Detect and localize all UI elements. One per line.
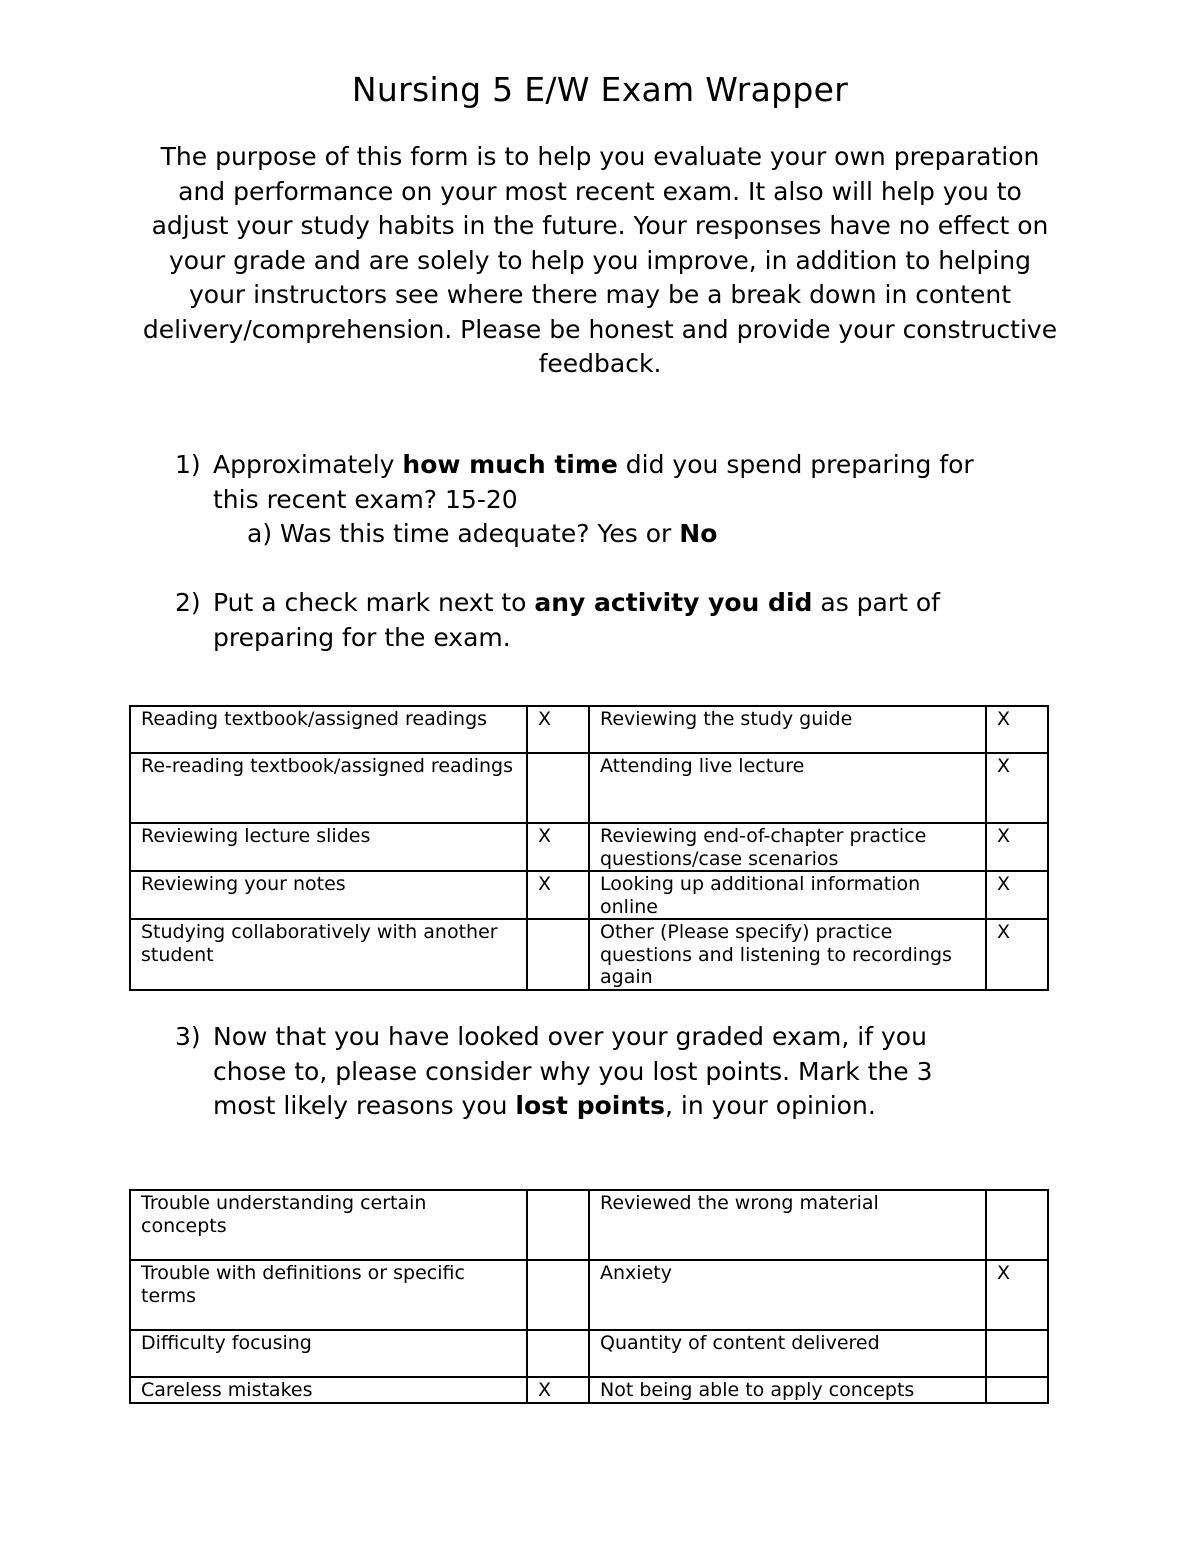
- activity-cell: Attending live lecture: [589, 753, 986, 823]
- document-title: Nursing 5 E/W Exam Wrapper: [351, 70, 849, 109]
- table-row: [130, 1260, 1048, 1330]
- table-row: [130, 823, 1048, 871]
- question-1-answer-line: this recent exam? 15-20: [213, 484, 518, 514]
- activity-checkbox-cell[interactable]: X: [986, 753, 1048, 823]
- activity-cell: Looking up additional information online: [589, 871, 986, 919]
- table-row: [130, 919, 1048, 990]
- activity-cell: Reviewing the study guide: [589, 706, 986, 753]
- reason-checkbox-cell[interactable]: [527, 1190, 589, 1260]
- reason-cell: Careless mistakes: [130, 1377, 527, 1403]
- reasons-table: [129, 1189, 1049, 1404]
- question-2-text-end: as part of: [812, 588, 940, 617]
- reason-cell: Trouble with definitions or specific terms: [130, 1260, 527, 1330]
- question-1: [175, 448, 1075, 558]
- reason-checkbox-cell[interactable]: [527, 1260, 589, 1330]
- table-row: [130, 753, 1048, 823]
- reason-cell: Reviewed the wrong material: [589, 1190, 986, 1260]
- question-2-number: 2): [175, 588, 201, 617]
- question-2-text-start: Put a check mark next to: [213, 588, 535, 617]
- question-3-emphasis: lost points: [515, 1091, 665, 1120]
- reason-cell: Anxiety: [589, 1260, 986, 1330]
- question-3-text-start: most likely reasons you: [213, 1091, 516, 1120]
- activity-checkbox-cell[interactable]: X: [527, 823, 589, 871]
- activity-cell: Studying collaboratively with another student: [130, 919, 527, 990]
- activity-checkbox-cell[interactable]: [527, 919, 589, 990]
- activity-checkbox-cell[interactable]: X: [986, 919, 1048, 990]
- intro-paragraph: The purpose of this form is to help you evaluate your own preparation and performance on your most recent exam. It also will help you to adjust your study habits in the future. Your responses have no effect on your grade and are solely to help you improve, in addition to helping your instructors see where there may be a break down in content delivery/comprehension. Please be honest and provide your constructive feedback.: [142, 142, 1058, 378]
- question-1a-answer: No: [679, 519, 718, 548]
- reason-checkbox-cell[interactable]: X: [527, 1377, 589, 1403]
- reason-cell: Difficulty focusing: [130, 1330, 527, 1377]
- reason-checkbox-cell[interactable]: X: [986, 1260, 1048, 1330]
- question-1a-label: a) Was this time adequate? Yes or: [247, 519, 680, 548]
- activity-checkbox-cell[interactable]: X: [986, 823, 1048, 871]
- activities-table: [129, 705, 1049, 991]
- question-3-text-end: , in your opinion.: [664, 1091, 876, 1120]
- question-2-emphasis: any activity you did: [534, 588, 813, 617]
- activity-cell: Reading textbook/assigned readings: [130, 706, 527, 753]
- question-2-text-line2: preparing for the exam.: [213, 622, 511, 652]
- reason-cell: Quantity of content delivered: [589, 1330, 986, 1377]
- activity-cell: Reviewing end-of-chapter practice questions/case scenarios: [589, 823, 986, 871]
- table-row: [130, 1190, 1048, 1260]
- reason-checkbox-cell[interactable]: [527, 1330, 589, 1377]
- question-3-text: [213, 1020, 933, 1124]
- question-3-number: 3): [175, 1022, 201, 1051]
- activity-cell: Re-reading textbook/assigned readings: [130, 753, 527, 823]
- question-1-text: [213, 448, 974, 517]
- reason-cell: Not being able to apply concepts: [589, 1377, 986, 1403]
- table-row: [130, 871, 1048, 919]
- activity-checkbox-cell[interactable]: X: [527, 706, 589, 753]
- activity-checkbox-cell[interactable]: [527, 753, 589, 823]
- activity-cell: Other (Please specify) practice questions and listening to recordings again: [589, 919, 986, 990]
- question-1-number: 1): [175, 450, 201, 479]
- table-row: [130, 1377, 1048, 1403]
- reason-checkbox-cell[interactable]: [986, 1377, 1048, 1403]
- question-2-text: [213, 586, 940, 655]
- reason-checkbox-cell[interactable]: [986, 1190, 1048, 1260]
- question-3-text-line1: Now that you have looked over your graded exam, if you: [213, 1022, 927, 1051]
- question-1-text-end: did you spend preparing for: [617, 450, 974, 479]
- activity-cell: Reviewing lecture slides: [130, 823, 527, 871]
- activity-checkbox-cell[interactable]: X: [527, 871, 589, 919]
- question-2: [175, 586, 1075, 661]
- table-row: [130, 706, 1048, 753]
- activity-checkbox-cell[interactable]: X: [986, 706, 1048, 753]
- reason-checkbox-cell[interactable]: [986, 1330, 1048, 1377]
- question-1a: [247, 517, 717, 552]
- reason-cell: Trouble understanding certain concepts: [130, 1190, 527, 1260]
- question-3: [175, 1020, 1075, 1130]
- question-1-text-start: Approximately: [213, 450, 403, 479]
- question-1-emphasis: how much time: [402, 450, 618, 479]
- activity-cell: Reviewing your notes: [130, 871, 527, 919]
- table-row: [130, 1330, 1048, 1377]
- question-3-text-line2: chose to, please consider why you lost points. Mark the 3: [213, 1056, 933, 1086]
- activity-checkbox-cell[interactable]: X: [986, 871, 1048, 919]
